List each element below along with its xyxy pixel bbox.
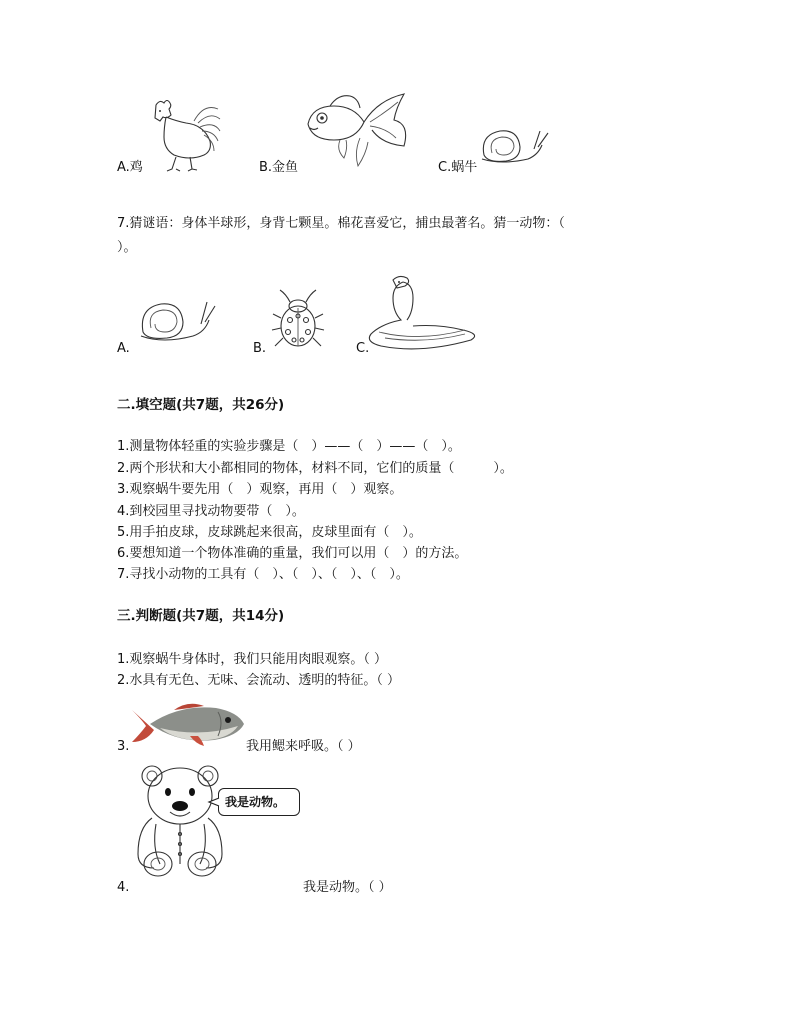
fill-item-5: 5.用手拍皮球，皮球跳起来很高，皮球里面有（ ）。 [117, 525, 422, 540]
q7-option-a[interactable]: A. [117, 341, 130, 356]
fill-item-1: 1.测量物体轻重的实验步骤是（ ）——（ ）——（ ）。 [117, 439, 461, 454]
q7-option-b[interactable]: B. [253, 341, 267, 356]
q7-riddle-line1: 7.猜谜语：身体半球形，身背七颗星。棉花喜爱它，捕虫最著名。猜一动物：（ [117, 216, 565, 231]
section2-title: 二.填空题(共7题，共26分) [117, 397, 285, 413]
judge-item-2: 2.水具有无色、无味、会流动、透明的特征。（ ） [117, 673, 401, 688]
fill-item-4: 4.到校园里寻找动物要带（ ）。 [117, 504, 305, 519]
judge-item-3-text: 我用鳃来呼吸。（ ） [246, 739, 361, 754]
q7-riddle-line2: ）。 [117, 240, 137, 255]
snail-illustration [478, 125, 550, 169]
cobra-illustration [365, 276, 485, 352]
speech-bubble-tail [208, 797, 220, 807]
judge-item-3-number: 3. [117, 739, 130, 754]
teddy-bear-illustration [132, 762, 232, 880]
judge-item-1: 1.观察蜗牛身体时，我们只能用肉眼观察。（ ） [117, 652, 388, 667]
option-b-goldfish[interactable]: B.金鱼 [259, 160, 299, 175]
judge-item-4-text: 我是动物。（ ） [303, 880, 392, 895]
fill-item-3: 3.观察蜗牛要先用（ ）观察，再用（ ）观察。 [117, 482, 403, 497]
ladybug-illustration [268, 288, 328, 350]
q7-option-c[interactable]: C. [356, 341, 370, 356]
option-a-chicken[interactable]: A.鸡 [117, 160, 143, 175]
fill-item-2: 2.两个形状和大小都相同的物体，材料不同，它们的质量（ ）。 [117, 461, 513, 476]
bear-speech-bubble [218, 788, 300, 816]
rooster-illustration [138, 95, 238, 175]
section3-title: 三.判断题(共7题，共14分) [117, 608, 285, 624]
goldfish-illustration [300, 92, 410, 172]
carp-fish-photo [130, 702, 246, 748]
bear-speech-text: 我是动物。 [225, 795, 286, 809]
judge-item-4-number: 4. [117, 880, 130, 895]
fill-item-6: 6.要想知道一个物体准确的重量，我们可以用（ ）的方法。 [117, 546, 468, 561]
option-c-snail[interactable]: C.蜗牛 [438, 160, 478, 175]
snail-option-illustration [137, 296, 217, 348]
fill-item-7: 7.寻找小动物的工具有（ ）、（ ）、（ ）、（ ）。 [117, 567, 409, 582]
